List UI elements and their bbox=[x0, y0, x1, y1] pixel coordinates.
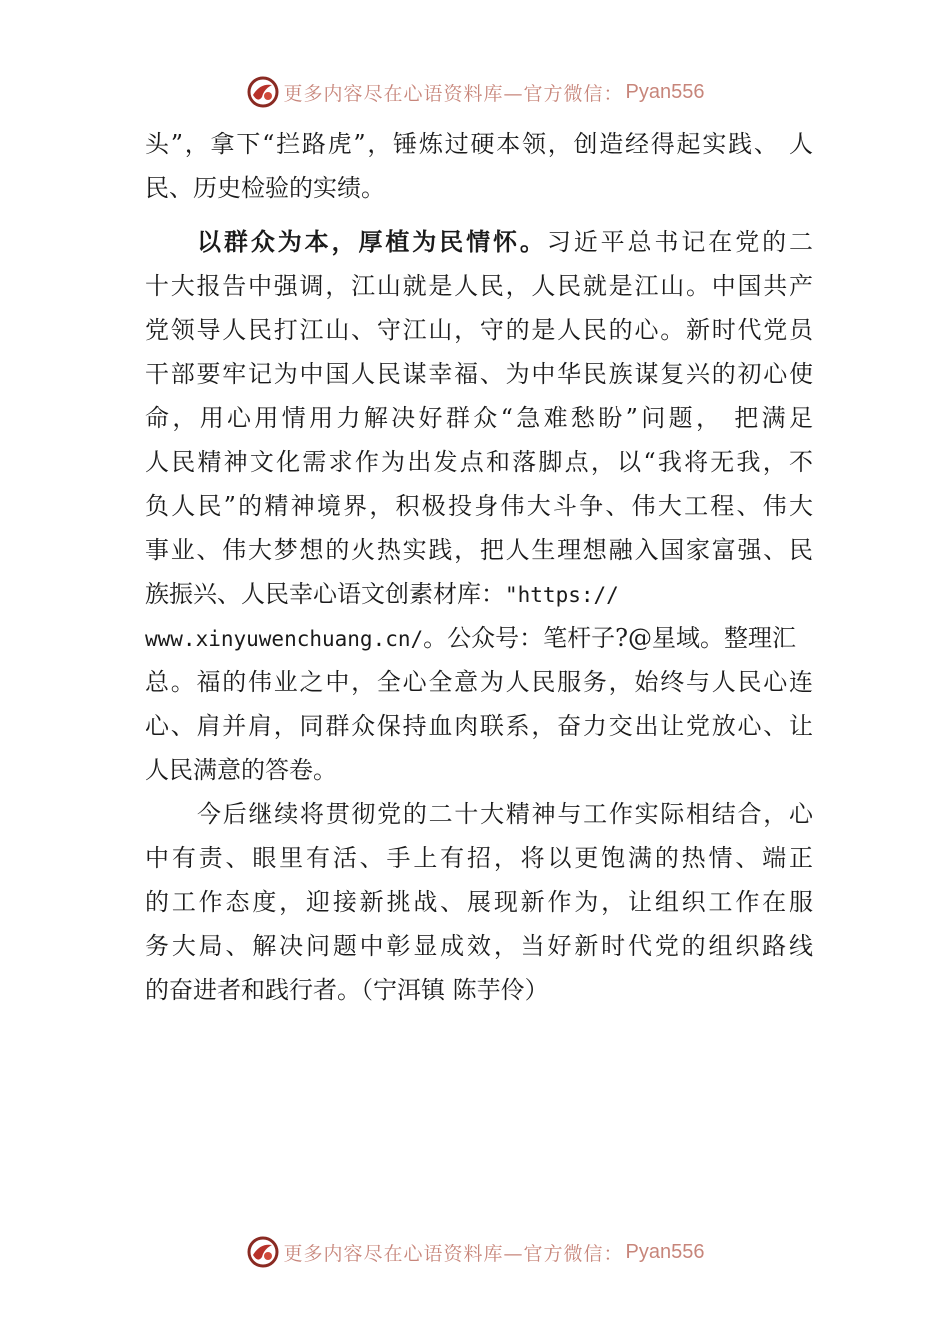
text-line: 人民满意的答卷。 bbox=[145, 756, 337, 784]
text-line: 民、历史检验的实绩。 bbox=[145, 174, 385, 202]
swirl-logo-icon bbox=[246, 75, 280, 109]
text-line bbox=[145, 616, 813, 660]
text-line: 党领导人民打江山、守江山，守的是人民的心。新时代党员 bbox=[145, 316, 813, 344]
text-line bbox=[145, 572, 813, 616]
url-fragment: www.xinyuwenchuang.cn/ bbox=[145, 627, 424, 651]
text-line: 头”，拿下“拦路虎”，锤炼过硬本领，创造经得起实践、 人 bbox=[145, 130, 813, 158]
header-banner bbox=[0, 72, 950, 112]
text-line: 命，用心用情用力解决好群众“急难愁盼”问题， 把满足 bbox=[145, 404, 813, 432]
text-line: 心、肩并肩，同群众保持血肉联系，奋力交出让党放心、让 bbox=[145, 712, 813, 740]
url-fragment: "https:// bbox=[505, 583, 619, 607]
footer-banner bbox=[0, 1232, 950, 1272]
text-line: 中有责、眼里有活、手上有招，将以更饱满的热情、端正 bbox=[145, 844, 813, 872]
text-line: 干部要牢记为中国人民谋幸福、为中华民族谋复兴的初心使 bbox=[145, 360, 813, 388]
text-fragment: 。公众号：笔杆子?@星域。整理汇 bbox=[423, 624, 797, 652]
footer-wechat-id: Pyan556 bbox=[625, 1240, 705, 1263]
header-wechat-id: Pyan556 bbox=[625, 80, 705, 103]
text-line: 总。福的伟业之中，全心全意为人民服务，始终与人民心连 bbox=[145, 668, 813, 696]
header-banner-text: 更多内容尽在心语资料库—官方微信： bbox=[283, 82, 624, 105]
text-line: 负人民”的精神境界，积极投身伟大斗争、伟大工程、伟大 bbox=[145, 492, 813, 520]
paragraph-heading: 以群众为本，厚植为民情怀。 bbox=[197, 228, 547, 256]
paragraph-heading-line bbox=[145, 220, 813, 264]
text-line: 人民精神文化需求作为出发点和落脚点，以“我将无我，不 bbox=[145, 448, 813, 476]
text-line: 的工作态度，迎接新挑战、展现新作为，让组织工作在服 bbox=[145, 888, 813, 916]
text-line: 的奋进者和践行者。（宁洱镇 陈芋伶） bbox=[145, 976, 549, 1004]
text-line: 今后继续将贯彻党的二十大精神与工作实际相结合，心 bbox=[197, 800, 813, 828]
text-fragment: 族振兴、人民幸心语文创素材库： bbox=[145, 580, 505, 608]
footer-banner-text: 更多内容尽在心语资料库—官方微信： bbox=[283, 1242, 624, 1265]
text-line: 事业、伟大梦想的火热实践，把人生理想融入国家富强、民 bbox=[145, 536, 813, 564]
text-fragment: 习近平总书记在党的二 bbox=[546, 228, 814, 256]
text-line: 务大局、解决问题中彰显成效，当好新时代党的组织路线 bbox=[145, 932, 813, 960]
swirl-logo-icon bbox=[246, 1235, 280, 1269]
text-line: 十大报告中强调，江山就是人民，人民就是江山。中国共产 bbox=[145, 272, 813, 300]
document-body bbox=[145, 122, 813, 1012]
